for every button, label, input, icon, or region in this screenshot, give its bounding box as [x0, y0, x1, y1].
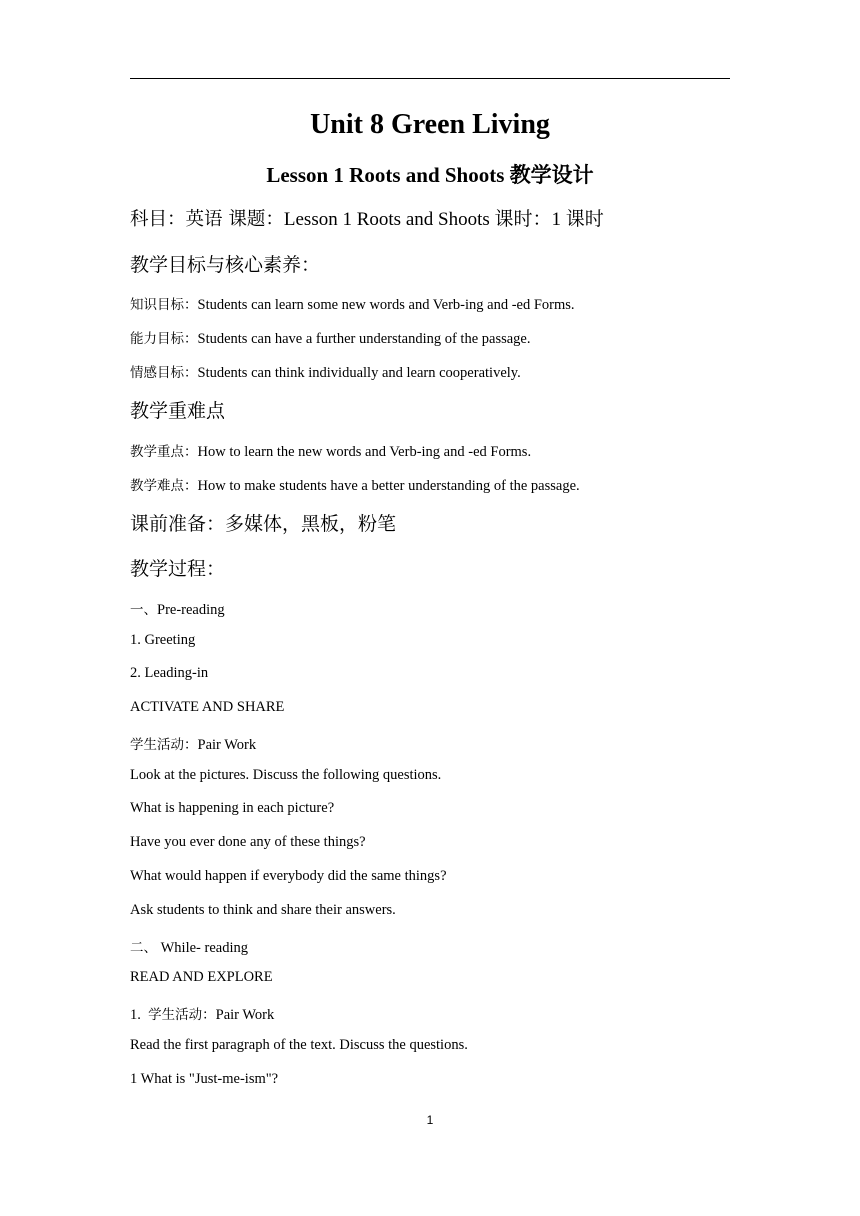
goals-heading: 教学目标与核心素养：: [130, 254, 321, 276]
instruction-line: Look at the pictures. Discuss the following questions.: [130, 767, 442, 783]
read-and-explore: READ AND EXPLORE: [130, 969, 273, 985]
keypoint-item: [130, 440, 531, 461]
activity-label: 学生活动：: [148, 1007, 216, 1023]
question-line: What is happening in each picture?: [130, 800, 335, 816]
activity-text: Pair Work: [197, 737, 257, 753]
activity-text: Pair Work: [215, 1007, 275, 1023]
meta-subject-label: 科目：英语 课题：: [130, 209, 284, 230]
goal-text: Students can think individually and learn cooperatively.: [197, 365, 521, 381]
goal-item: [130, 327, 531, 348]
step-greeting: 1. Greeting: [130, 632, 196, 648]
section-label: 一、: [130, 602, 157, 618]
instruction-line: Ask students to think and share their answers.: [130, 902, 396, 918]
activate-and-share: ACTIVATE AND SHARE: [130, 699, 285, 715]
document-subtitle: Lesson 1 Roots and Shoots 教学设计: [266, 163, 594, 187]
prep-line: 课前准备：多媒体，黑板，粉笔: [130, 513, 397, 535]
question-line: What would happen if everybody did the same things?: [130, 868, 447, 884]
goal-text: Students can learn some new words and Verb-ing and -ed Forms.: [197, 297, 575, 313]
section-text: While- reading: [157, 940, 248, 956]
section-label: 二、: [130, 940, 157, 956]
header-rule: [130, 78, 730, 79]
keypoint-text: How to learn the new words and Verb-ing and -ed Forms.: [197, 444, 532, 460]
keypoints-heading: 教学重难点: [130, 400, 226, 422]
goal-text: Students can have a further understanding of the passage.: [197, 331, 531, 347]
page-number: 1: [426, 1113, 434, 1127]
process-heading: 教学过程：: [130, 558, 226, 580]
activity-pair-work: [130, 733, 256, 754]
keypoint-label: 教学难点：: [130, 478, 198, 494]
section-text: Pre-reading: [157, 602, 225, 618]
goal-label: 知识目标：: [130, 297, 198, 313]
question-line: 1 What is "Just-me-ism"?: [130, 1071, 279, 1087]
meta-line: [130, 204, 604, 231]
goal-item: [130, 361, 521, 382]
keypoint-text: How to make students have a better understanding of the passage.: [197, 478, 580, 494]
goal-label: 能力目标：: [130, 331, 198, 347]
keypoint-label: 教学重点：: [130, 444, 198, 460]
question-line: Have you ever done any of these things?: [130, 834, 366, 850]
section-while-reading: [130, 936, 248, 957]
instruction-line: Read the first paragraph of the text. Discuss the questions.: [130, 1037, 468, 1053]
meta-subject-rest: Lesson 1 Roots and Shoots 课时：1 课时: [283, 209, 604, 230]
step-leading-in: 2. Leading-in: [130, 665, 209, 681]
document-title: Unit 8 Green Living: [310, 109, 550, 140]
activity-number: 1.: [130, 1007, 149, 1023]
goal-item: [130, 293, 575, 314]
activity-label: 学生活动：: [130, 737, 198, 753]
keypoint-item: [130, 474, 580, 495]
section-pre-reading: [130, 598, 225, 619]
goal-label: 情感目标：: [130, 365, 198, 381]
activity-pair-work: [130, 1003, 274, 1024]
